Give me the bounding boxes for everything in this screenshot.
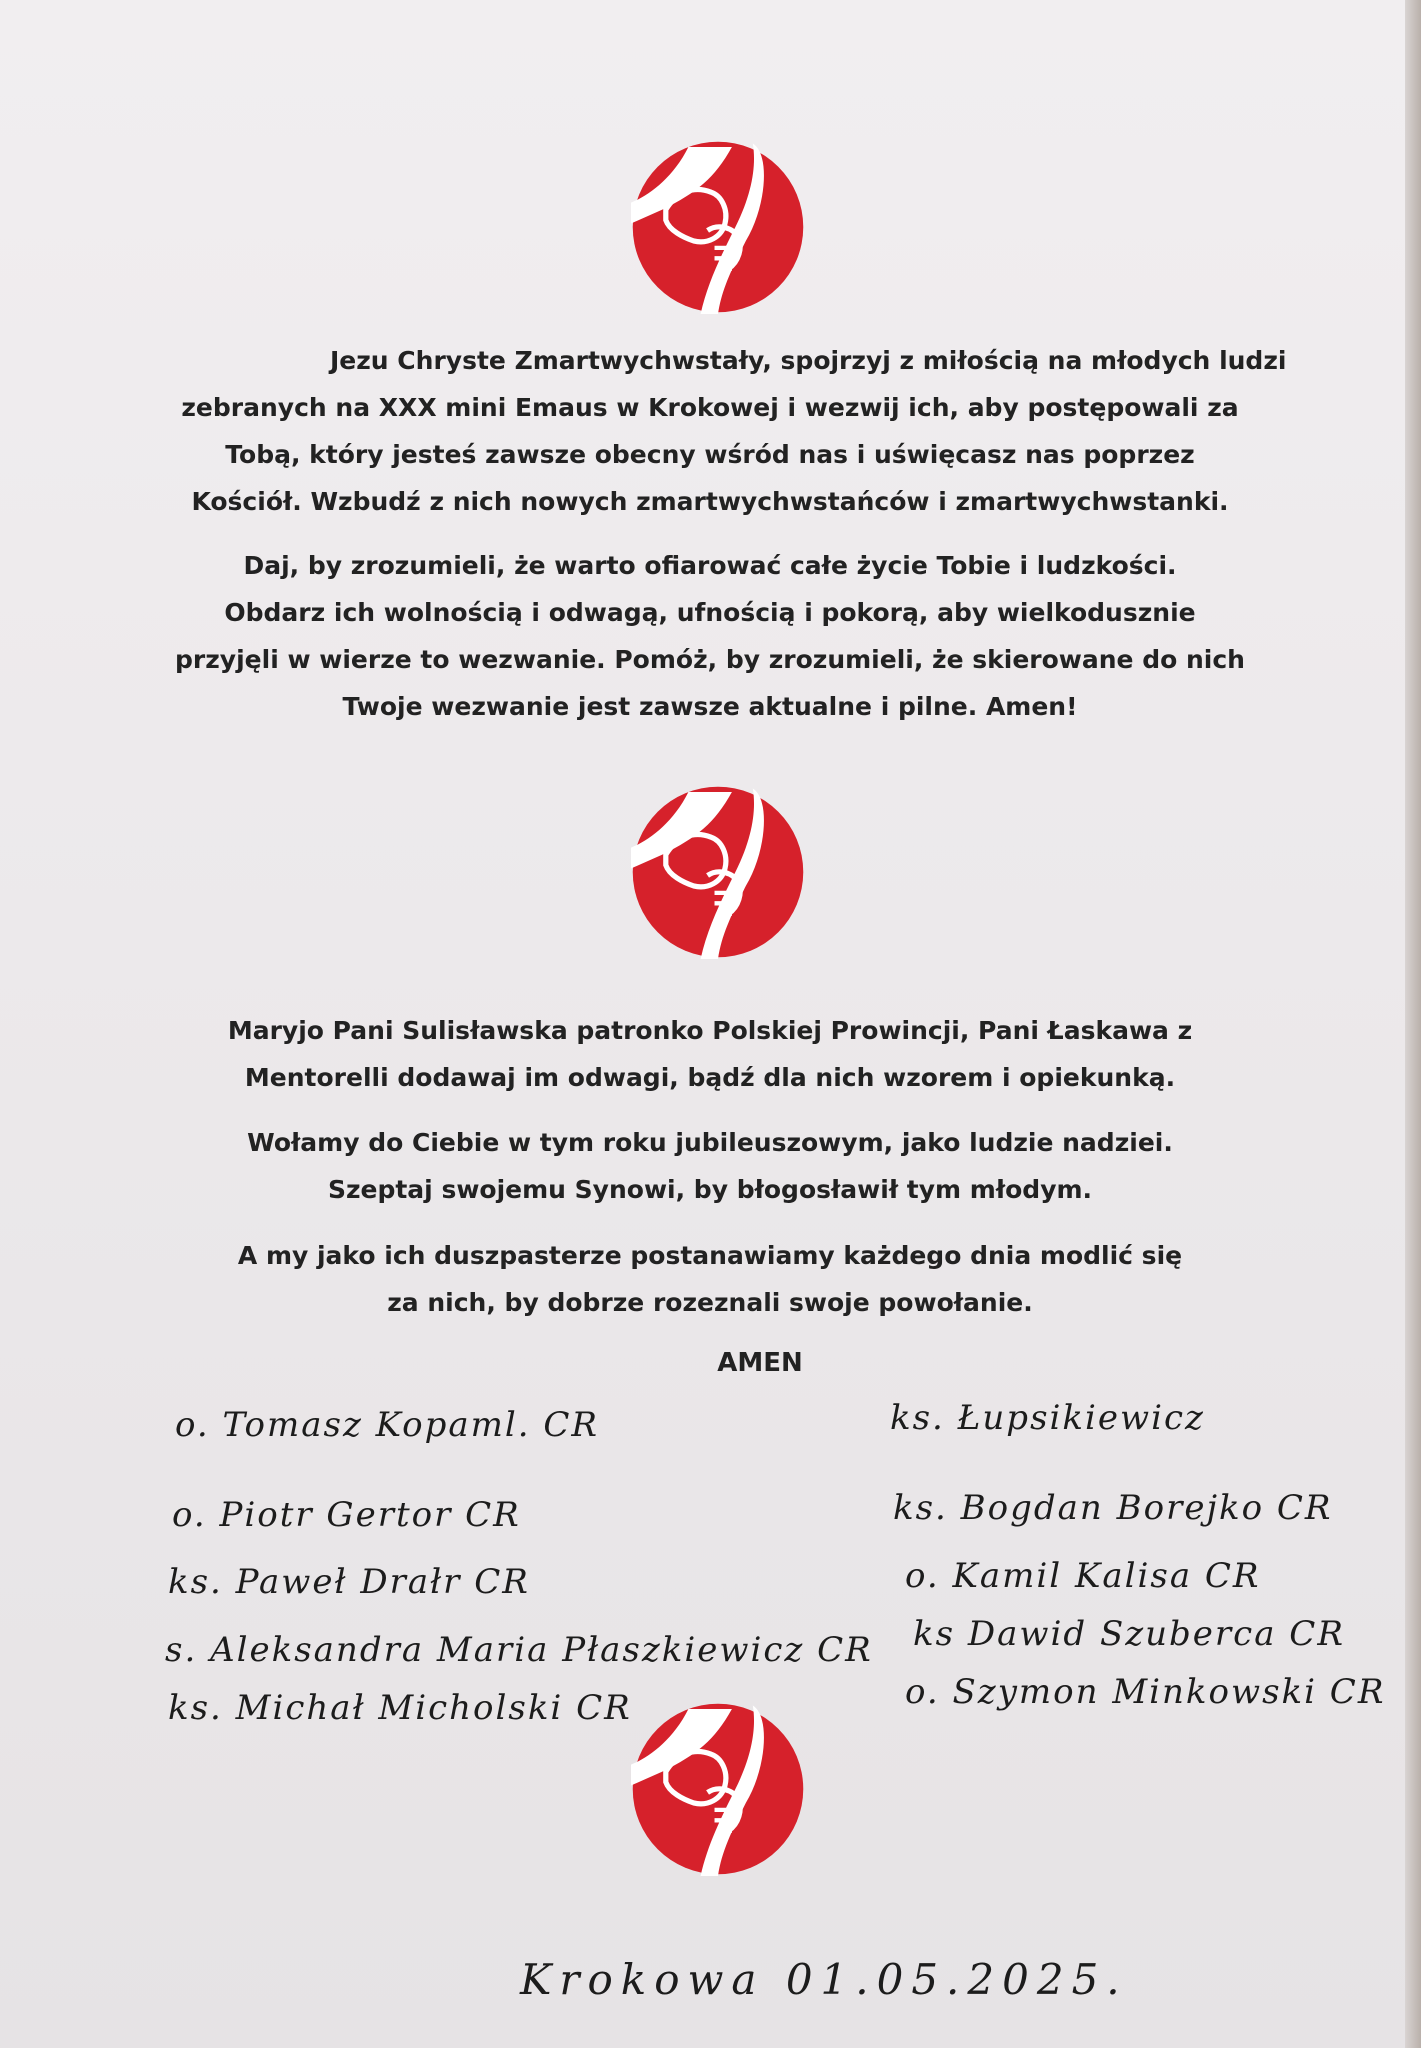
signature-right-4: ks Dawid Szuberca CR <box>913 1614 1345 1654</box>
text-line: Szeptaj swojemu Synowi, by błogosławił tym młodym. <box>327 1175 1093 1204</box>
text-line: Maryjo Pani Sulisławska patronko Polskiej Prowincji, Pani Łaskawa z <box>227 1016 1193 1045</box>
resurrection-logo-middle-icon <box>631 785 805 959</box>
signature-left-5: ks. Michał Micholski CR <box>168 1688 632 1728</box>
amen-heading: AMEN <box>717 1348 803 1378</box>
text-line: Kościół. Wzbudź z nich nowych zmartwychwstańców i zmartwychwstanki. <box>191 487 1229 516</box>
text-line: Wołamy do Ciebie w tym roku jubileuszowym, jako ludzie nadziei. <box>247 1128 1173 1157</box>
signature-left-3: ks. Paweł Drałr CR <box>168 1562 530 1602</box>
signature-right-5: o. Szymon Minkowski CR <box>905 1672 1386 1712</box>
signature-right-1: ks. Łupsikiewicz <box>890 1398 1205 1438</box>
text-line: Jezu Chryste Zmartwychwstały, spojrzyj z miłością na młodych ludzi <box>330 346 1287 375</box>
paper-edge <box>1405 0 1421 2048</box>
text-line: Daj, by zrozumieli, że warto ofiarować całe życie Tobie i ludzkości. <box>243 551 1177 580</box>
text-line: A my jako ich duszpasterze postanawiamy każdego dnia modlić się <box>237 1241 1183 1270</box>
prayer-2-paragraph-3 <box>150 1232 1270 1326</box>
signature-left-4: s. Aleksandra Maria Płaszkiewicz CR <box>165 1630 873 1670</box>
text-line: przyjęli w wierze to wezwanie. Pomóż, by zrozumieli, że skierowane do nich <box>175 645 1245 674</box>
signature-right-2: ks. Bogdan Borejko CR <box>893 1488 1333 1528</box>
text-line: Obdarz ich wolnością i odwagą, ufnością i pokorą, aby wielkodusznie <box>224 598 1196 627</box>
resurrection-logo-bottom-icon <box>631 1702 805 1876</box>
prayer-2-paragraph-1 <box>150 1007 1270 1101</box>
text-line: zebranych na XXX mini Emaus w Krokowej i wezwij ich, aby postępowali za <box>181 393 1239 422</box>
resurrection-logo-top-icon <box>631 140 805 314</box>
text-line: za nich, by dobrze rozeznali swoje powołanie. <box>387 1288 1033 1317</box>
signature-right-3: o. Kamil Kalisa CR <box>905 1556 1261 1596</box>
prayer-2-paragraph-2 <box>150 1119 1270 1213</box>
prayer-1-paragraph-2 <box>150 542 1270 730</box>
prayer-1-paragraph-1 <box>150 337 1287 525</box>
signature-left-2: o. Piotr Gertor CR <box>172 1495 521 1535</box>
place-and-date: Krokowa 01.05.2025. <box>520 1955 1128 2004</box>
text-line: Mentorelli dodawaj im odwagi, bądź dla nich wzorem i opiekunką. <box>244 1063 1176 1092</box>
text-line: Twoje wezwanie jest zawsze aktualne i pilne. Amen! <box>342 692 1078 721</box>
signature-left-1: o. Tomasz Kopaml. CR <box>175 1405 600 1445</box>
text-line: Tobą, który jesteś zawsze obecny wśród nas i uświęcasz nas poprzez <box>225 440 1195 469</box>
